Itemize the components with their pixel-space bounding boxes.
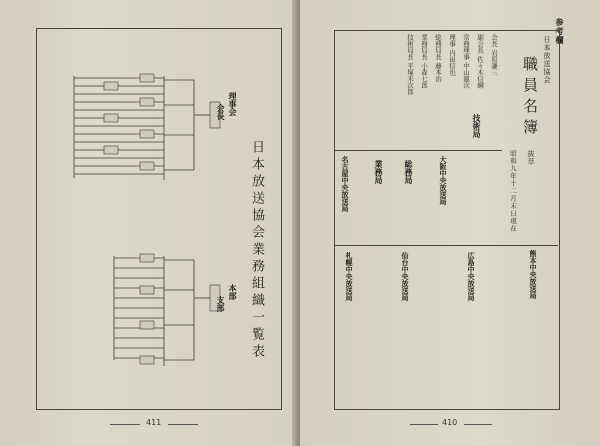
roster-title: 職員名簿 (521, 56, 539, 140)
officer-column: 副会長 佐々木信綱 (476, 34, 484, 89)
header-label: 参考欄 (555, 18, 565, 45)
page-number-dash-right (168, 424, 198, 425)
officer-column: 技術局長 平塚米次郎 (406, 34, 414, 95)
left-page-number: 411 (146, 418, 162, 427)
chart-branch-group-bottom (114, 254, 194, 366)
chart-label-branch: 支部 (216, 296, 226, 312)
roster-subtitle: 抜萃 (527, 150, 535, 166)
officer-column: 理事 内田信也 (448, 34, 456, 76)
station-label-sendai: 仙台中央放送局 (401, 252, 410, 301)
officer-column: 総務局長 藤本治 (434, 34, 442, 82)
org-name: 日本放送協会 (543, 36, 551, 84)
chart-branch-group-top (74, 74, 194, 180)
bureau-label-technical: 技術局 (472, 114, 482, 138)
section-divider-1 (334, 150, 502, 151)
roster-date: 昭和九年十二月末日現在 (509, 150, 517, 233)
station-label-sapporo: 札幌中央放送局 (345, 252, 354, 301)
station-label-osaka: 大阪中央放送局 (439, 156, 448, 205)
chart-label-hq: 本部 (228, 284, 238, 300)
org-chart-title: 日本放送協会業務組織一覧表 (249, 140, 264, 361)
officer-column: 業務局長 小森七郎 (420, 34, 428, 89)
officer-column: 常務理事 中山龍次 (462, 34, 470, 89)
left-page (0, 0, 296, 446)
page-number-dash-right (464, 424, 492, 425)
officer-column: 会長 岩原謙三 (490, 34, 498, 76)
section-divider-2 (334, 245, 558, 246)
station-label-nagoya: 名古屋中央放送局 (341, 156, 350, 212)
chart-label-council: 理事会 (228, 92, 238, 116)
bureau-label-general: 総務局 (404, 160, 414, 184)
station-label-hiroshima: 広島中央放送局 (467, 252, 476, 301)
org-chart-diagram (44, 40, 244, 400)
page-number-dash-left (110, 424, 140, 425)
page-number-dash-left (410, 424, 438, 425)
right-page (300, 0, 600, 446)
bureau-label-operations: 業務局 (374, 160, 384, 184)
station-label-kumamoto: 熊本中央放送局 (529, 250, 538, 299)
right-page-number: 410 (442, 418, 458, 427)
chart-label-president: 会長 (216, 104, 226, 120)
